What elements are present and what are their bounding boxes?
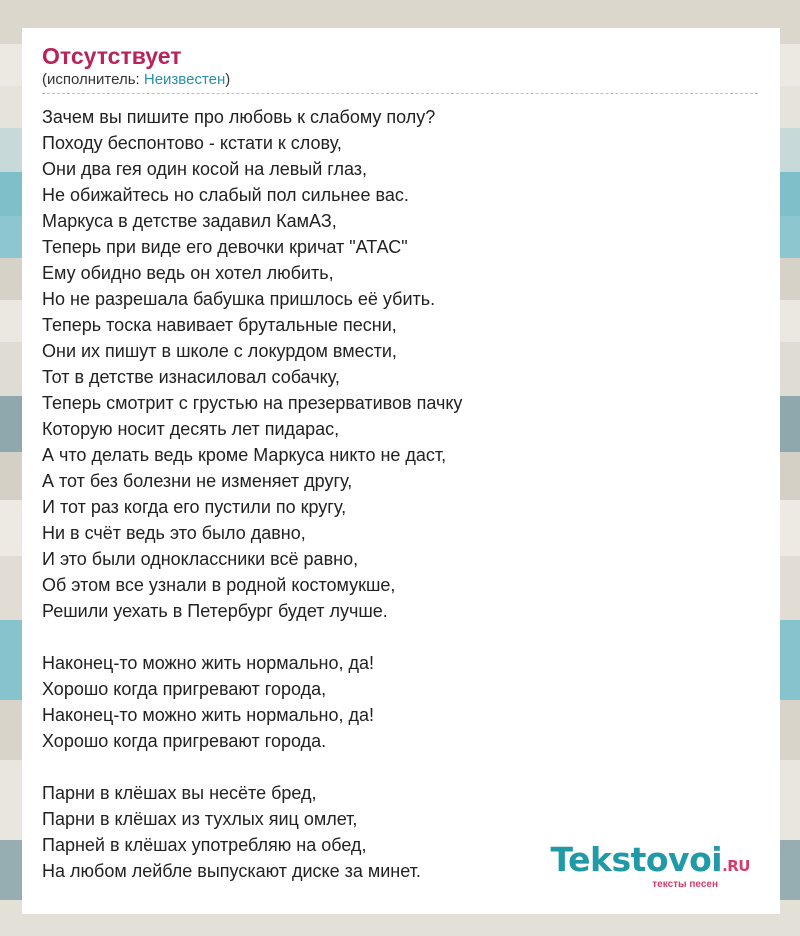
lyric-line: Теперь при виде его девочки кричат "АТАС" bbox=[42, 237, 408, 257]
logo-tagline: тексты песен bbox=[652, 879, 718, 890]
song-title: Отсутствует bbox=[42, 43, 182, 69]
lyric-line: И тот раз когда его пустили по кругу, bbox=[42, 497, 347, 517]
lyric-line: Теперь смотрит с грустью на презервативов пачку bbox=[42, 393, 463, 413]
artist-link[interactable]: Неизвестен bbox=[143, 71, 226, 88]
artist-line bbox=[42, 70, 758, 94]
lyric-line: Которую носит десять лет пидарас, bbox=[42, 419, 340, 439]
lyric-line: И это были одноклассники всё равно, bbox=[42, 549, 359, 569]
lyric-line: Маркуса в детстве задавил КамАЗ, bbox=[42, 211, 337, 231]
lyric-line: Тот в детстве изнасиловал собачку, bbox=[42, 367, 340, 387]
lyric-line: Хорошо когда пригревают города, bbox=[42, 679, 327, 699]
site-logo bbox=[550, 840, 750, 890]
lyric-line: Об этом все узнали в родной костомукше, bbox=[42, 575, 396, 595]
lyric-line: На любом лейбле выпускают диске за минет. bbox=[42, 861, 421, 881]
lyric-line: Решили уехать в Петербург будет лучше. bbox=[42, 601, 388, 621]
lyric-line: А что делать ведь кроме Маркуса никто не даст, bbox=[42, 445, 447, 465]
lyric-line: Но не разрешала бабушка пришлось её убить. bbox=[42, 289, 436, 309]
stanza-2 bbox=[42, 650, 760, 754]
lyric-line: Не обижайтесь но слабый пол сильнее вас. bbox=[42, 185, 409, 205]
lyrics-body bbox=[42, 104, 760, 884]
lyric-line: Они их пишут в школе с локурдом вмести, bbox=[42, 341, 397, 361]
lyric-line: Наконец-то можно жить нормально, да! bbox=[42, 653, 374, 673]
lyric-line: Парней в клёшах употребляю на обед, bbox=[42, 835, 367, 855]
lyric-line: Наконец-то можно жить нормально, да! bbox=[42, 705, 374, 725]
artist-suffix: ) bbox=[225, 71, 231, 88]
lyric-line: Парни в клёшах вы несёте бред, bbox=[42, 783, 317, 803]
logo-wordmark bbox=[550, 840, 750, 883]
lyric-line: А тот без болезни не изменяет другу, bbox=[42, 471, 353, 491]
lyric-line: Ни в счёт ведь это было давно, bbox=[42, 523, 306, 543]
lyric-line: Ему обидно ведь он хотел любить, bbox=[42, 263, 334, 283]
lyric-line: Парни в клёшах из тухлых яиц омлет, bbox=[42, 809, 358, 829]
lyric-line: Хорошо когда пригревают города. bbox=[42, 731, 327, 751]
logo-tld: .RU bbox=[722, 857, 750, 875]
lyric-line: Зачем вы пишите про любовь к слабому полу? bbox=[42, 107, 436, 127]
lyrics-card bbox=[22, 28, 780, 914]
artist-prefix: (исполнитель: bbox=[42, 71, 144, 88]
lyric-line: Они два гея один косой на левый глаз, bbox=[42, 159, 368, 179]
logo-brand: Tekstovoi bbox=[550, 840, 723, 879]
stanza-1 bbox=[42, 104, 760, 624]
lyric-line: Теперь тоска навивает брутальные песни, bbox=[42, 315, 397, 335]
lyric-line: Походу беспонтово - кстати к слову, bbox=[42, 133, 342, 153]
